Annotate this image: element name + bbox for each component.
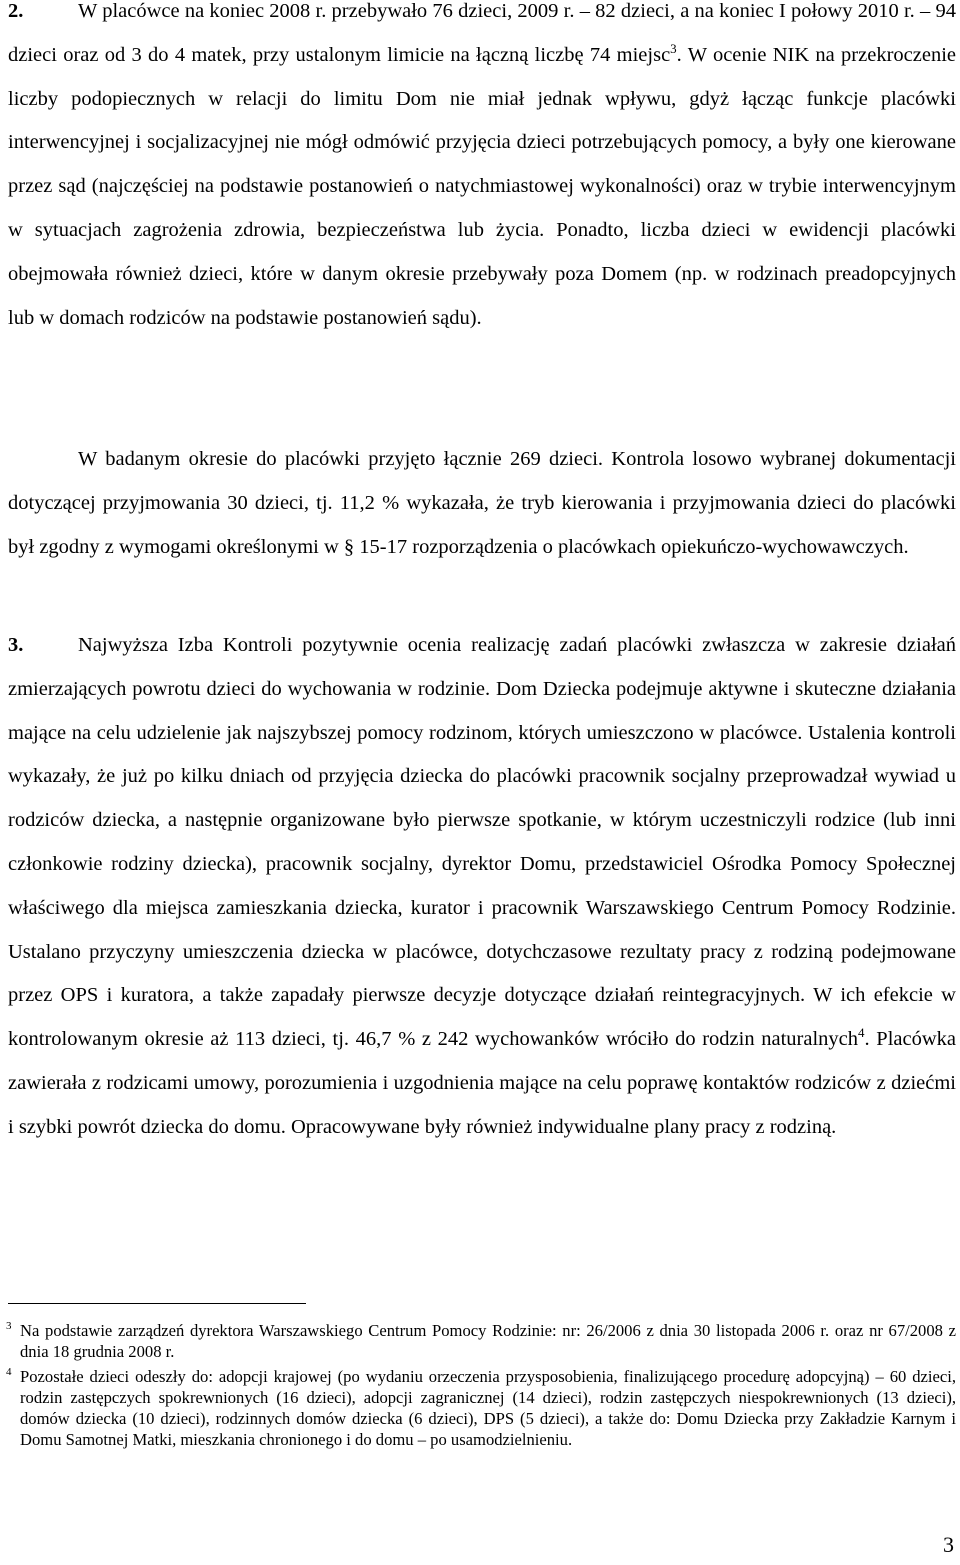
footnote-separator [8,1303,306,1304]
paragraph-3 [8,624,956,1150]
footnote-text: Na podstawie zarządzeń dyrektora Warszawskiego Centrum Pomocy Rodzinie: nr: 26/2006 z dnia 30 listopada 2006 r. oraz nr 67/2008 z dnia 18 grudnia 2008 r. [20,1321,956,1361]
page-number: 3 [943,1532,954,1557]
footnote-text: Pozostałe dzieci odeszły do: adopcji krajowej (po wydaniu orzeczenia przysposobienia, finalizującego procedurę adopcyjną) – 60 dzieci, rodzin zastępczych spokrewnionych (16 dzieci), adopcji zagranicznej (14 dzieci), rodzin zastępczych niespokrewnionych (13 dzieci), domów dziecka (10 dzieci), rodzinnych domów dziecka (6 dzieci), DPS (5 dzieci), a także do: Domu Dziecka przy Zakładzie Karnym i Domu Samotnej Matki, mieszkania chronionego i do domu – po usamodzielnieniu. [20,1367,956,1449]
paragraph-text-continued: . W ocenie NIK na przekroczenie liczby podopiecznych w relacji do limitu Dom nie miał jednak wpływu, gdyż łącząc funkcje placówki interwencyjnej i socjalizacyjnej nie mógł odmówić przyjęcia dzieci potrzebujących pomocy, a były one kierowane przez sąd (najczęściej na podstawie postanowień o natychmiastowej wykonalności) oraz w trybie interwencyjnym w sytuacjach zagrożenia zdrowia, bezpieczeństwa lub życia. Ponadto, liczba dzieci w ewidencji placówki obejmowała również dzieci, które w danym okresie przebywały poza Domem (np. w rodzinach preadopcyjnych lub w domach rodziców na podstawie postanowień sądu). [8,43,956,329]
footnote-reference[interactable]: 4 [858,1025,865,1041]
paragraph-text-continued: . Placówka zawierała z rodzicami umowy, porozumienia i uzgodnienia mające na celu poprawę kontaktów rodziców z dziećmi i szybki powrót dziecka do domu. Opracowywane były również indywidualne plany pracy z rodziną. [8,1028,957,1138]
footnote-4 [8,1366,956,1450]
paragraph-admissions: W badanym okresie do placówki przyjęto łącznie 269 dzieci. Kontrola losowo wybranej dokumentacji dotyczącej przyjmowania 30 dzieci, tj. 11,2 % wykazała, że tryb kierowania i przyjmowania dzieci do placówki był zgodny z wymogami określonymi w § 15-17 rozporządzenia o placówkach opiekuńczo-wychowawczych. [8,448,956,558]
paragraph-text: Najwyższa Izba Kontroli pozytywnie ocenia realizację zadań placówki zwłaszcza w zakresie działań zmierzających powrotu dzieci do wychowania w rodzinie. Dom Dziecka podejmuje aktywne i skuteczne działania mające na celu udzielenie jak najszybszej pomocy rodzinom, których umieszczono w placówce. Ustalenia kontroli wykazały, że już po kilku dniach od przyjęcia dziecka do placówki pracownik socjalny przeprowadzał wywiad u rodziców dziecka, a następnie organizowane było pierwsze spotkanie, w którym uczestniczyli rodzice (lub inni członkowie rodziny dziecka), pracownik socjalny, dyrektor Domu, przedstawiciel Ośrodka Pomocy Społecznej właściwego dla miejsca zamieszkania dziecka, kurator i pracownik Warszawskiego Centrum Pomocy Rodzinie. Ustalano przyczyny umieszczenia dziecka w placówce, dotychczasowe rezultaty pracy z rodziną podejmowane przez OPS i kuratora, a także zapadały pierwsze decyzje dotyczące działań reintegracyjnych. W ich efekcie w kontrolowanym okresie aż 113 dzieci, tj. 46,7 % z 242 wychowanków wróciło do rodzin naturalnych [8,634,956,1051]
paragraph-text: W placówce na koniec 2008 r. przebywało 76 dzieci, 2009 r. – 82 dzieci, a na koniec I połowy 2010 r. – 94 dzieci oraz od 3 do 4 matek, przy ustalonym limicie na łączną liczbę 74 miejsc [8,0,956,66]
footnote-mark: 4 [6,1366,12,1378]
paragraph-number: 3. [8,634,24,656]
paragraph-number: 2. [8,0,24,22]
footnote-mark: 3 [6,1320,12,1332]
paragraph-2 [8,0,956,340]
footnote-reference[interactable]: 3 [670,40,677,56]
footnote-3 [8,1320,956,1362]
